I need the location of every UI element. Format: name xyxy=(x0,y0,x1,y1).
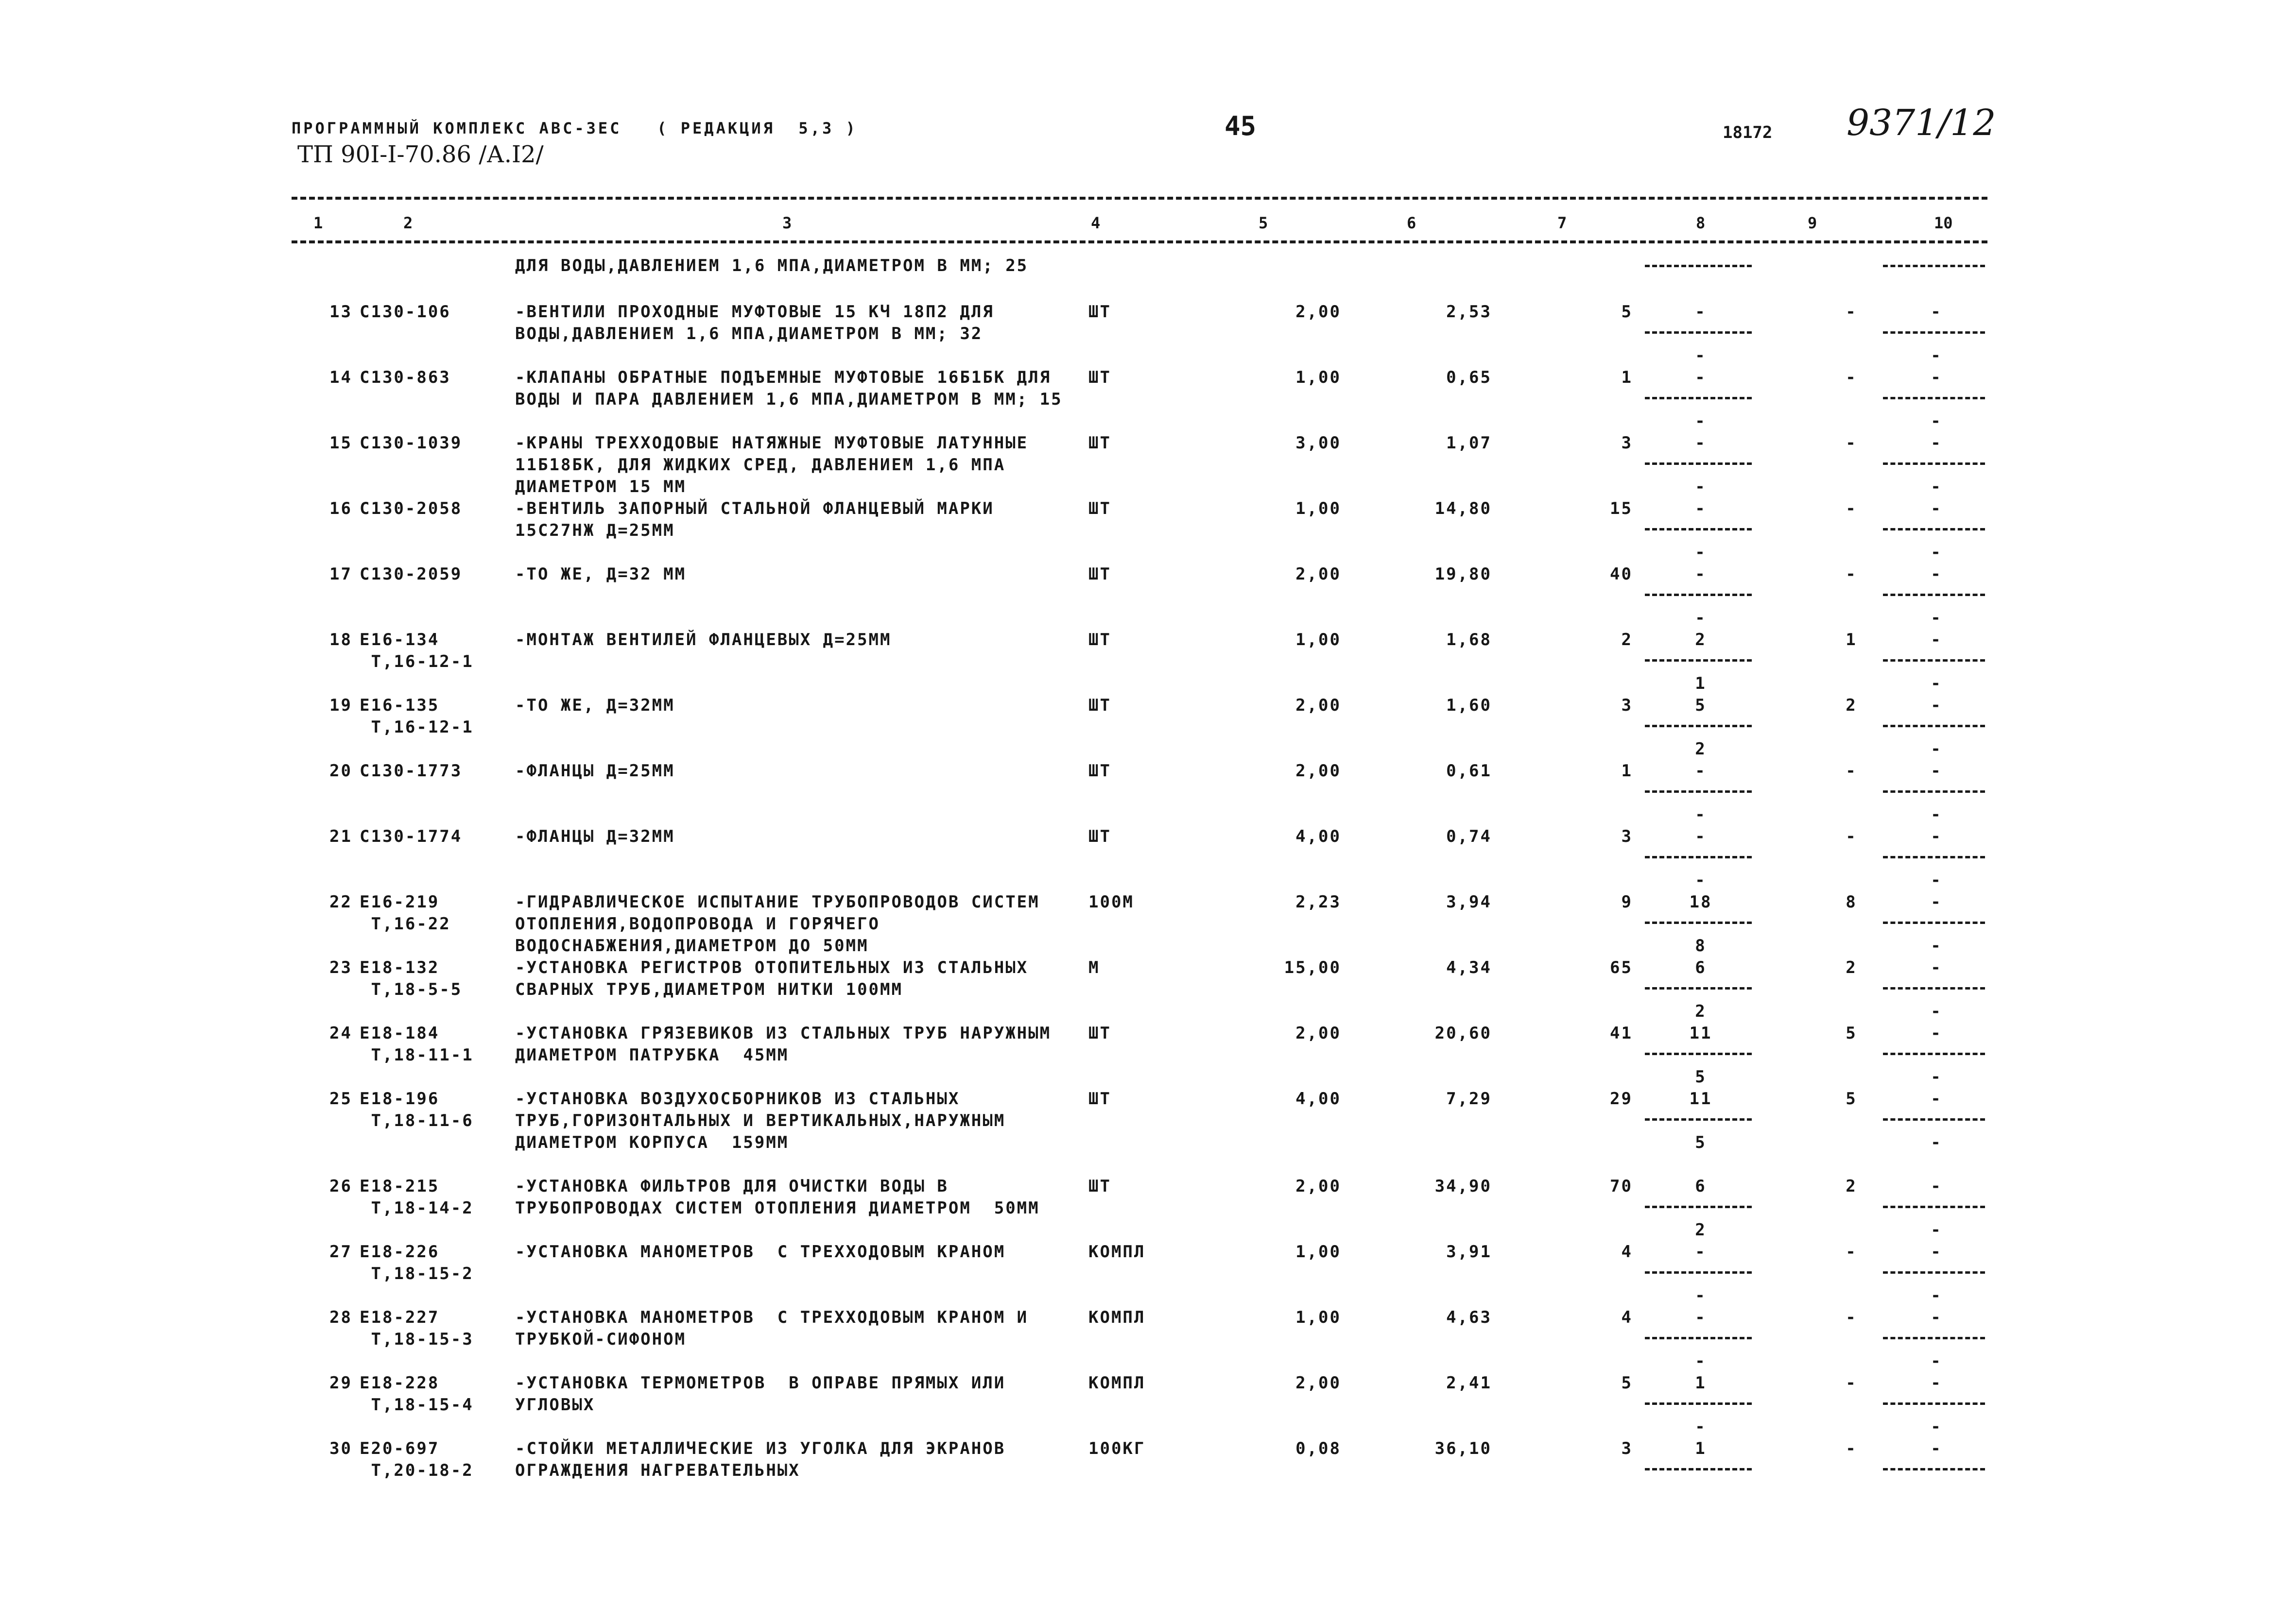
cell-code: Е18-227 Т,18-15-3 xyxy=(360,1308,474,1349)
cell-price: 3,94 xyxy=(1446,892,1492,912)
column-header-8: 8 xyxy=(1696,214,1706,232)
cell-c7: 70 xyxy=(1610,1177,1633,1196)
cell-code: Е18-228 Т,18-15-4 xyxy=(360,1373,474,1415)
cell-code: Е20-697 Т,20-18-2 xyxy=(360,1439,474,1480)
cell-c10: - xyxy=(1931,696,1942,715)
cell-c10: - xyxy=(1931,499,1942,518)
cell-c10: - xyxy=(1931,958,1942,977)
col10-dash xyxy=(1883,265,1985,267)
cell-desc: -СТОЙКИ МЕТАЛЛИЧЕСКИЕ ИЗ УГОЛКА ДЛЯ ЭКРАНОВ ОГРАЖДЕНИЯ НАГРЕВАТЕЛЬНЫХ xyxy=(515,1439,1017,1480)
cell-qty: 2,00 xyxy=(1295,1024,1341,1043)
cell-c10: - xyxy=(1931,1373,1942,1393)
col8-dash xyxy=(1645,790,1752,793)
cell-num: 15 xyxy=(329,433,352,453)
cell-desc: -ФЛАНЦЫ Д=32ММ xyxy=(515,827,675,846)
cell-c10b: - xyxy=(1931,1067,1942,1087)
cell-c8: 2 xyxy=(1695,630,1707,649)
cell-num: 20 xyxy=(329,761,352,781)
cell-unit: ШТ xyxy=(1088,1089,1111,1109)
cell-desc: -ВЕНТИЛЬ ЗАПОРНЫЙ СТАЛЬНОЙ ФЛАНЦЕВЫЙ МАРКИ 15С27НЖ Д=25ММ xyxy=(515,499,1006,540)
cell-unit: ШТ xyxy=(1088,630,1111,649)
cell-c10b: - xyxy=(1931,411,1942,431)
col10-dash xyxy=(1883,331,1985,334)
cell-num: 17 xyxy=(329,564,352,584)
cell-c7: 9 xyxy=(1621,892,1633,912)
cell-c9: - xyxy=(1846,564,1857,584)
cell-c8: 1 xyxy=(1695,1439,1707,1458)
cell-code: Е18-215 Т,18-14-2 xyxy=(360,1177,474,1218)
cell-qty: 4,00 xyxy=(1295,1089,1341,1109)
cell-qty: 1,00 xyxy=(1295,1308,1341,1327)
cell-price: 14,80 xyxy=(1434,499,1492,518)
cell-price: 4,34 xyxy=(1446,958,1492,977)
col10-dash xyxy=(1883,1402,1985,1405)
col10-dash xyxy=(1883,1118,1985,1121)
cell-c10b: - xyxy=(1931,1002,1942,1021)
col8-dash xyxy=(1645,331,1752,334)
cell-code: С130-1773 xyxy=(360,761,463,781)
document-code: 18172 xyxy=(1723,123,1773,142)
cell-code: С130-1039 xyxy=(360,433,463,453)
cell-c8b: 8 xyxy=(1695,936,1707,956)
cell-num: 25 xyxy=(329,1089,352,1109)
cell-c10: - xyxy=(1931,761,1942,781)
cell-c8: 6 xyxy=(1695,1177,1707,1196)
cell-c8: - xyxy=(1695,368,1707,387)
cell-c10: - xyxy=(1931,630,1942,649)
table-row xyxy=(0,826,2296,889)
cell-c8: 6 xyxy=(1695,958,1707,977)
col8-dash xyxy=(1645,1468,1752,1470)
cell-c8b: - xyxy=(1695,1286,1707,1305)
cell-c10b: - xyxy=(1931,1133,1942,1152)
cell-num: 14 xyxy=(329,368,352,387)
cell-unit: ШТ xyxy=(1088,1177,1111,1196)
column-header-9: 9 xyxy=(1808,214,1817,232)
cell-c8: 11 xyxy=(1689,1089,1712,1109)
col8-dash xyxy=(1645,1206,1752,1208)
cell-desc: -УСТАНОВКА ТЕРМОМЕТРОВ В ОПРАВЕ ПРЯМЫХ ИЛИ УГЛОВЫХ xyxy=(515,1373,1017,1415)
cell-qty: 3,00 xyxy=(1295,433,1341,453)
cell-c10b: - xyxy=(1931,805,1942,824)
cell-c7: 1 xyxy=(1621,761,1633,781)
cell-desc: -ФЛАНЦЫ Д=25ММ xyxy=(515,761,675,781)
cell-c8b: - xyxy=(1695,477,1707,496)
cell-c9: 2 xyxy=(1846,958,1857,977)
table-row xyxy=(0,301,2296,364)
cell-num: 24 xyxy=(329,1024,352,1043)
col10-dash xyxy=(1883,1053,1985,1055)
cell-qty: 1,00 xyxy=(1295,499,1341,518)
cell-code: Е16-134 Т,16-12-1 xyxy=(360,630,474,671)
cell-c8: 18 xyxy=(1689,892,1712,912)
cell-qty: 15,00 xyxy=(1284,958,1341,977)
cell-c7: 40 xyxy=(1610,564,1633,584)
col8-dash xyxy=(1645,659,1752,662)
cell-c8: - xyxy=(1695,499,1707,518)
cell-desc: -УСТАНОВКА ГРЯЗЕВИКОВ ИЗ СТАЛЬНЫХ ТРУБ НАРУЖНЫМ ДИАМЕТРОМ ПАТРУБКА 45ММ xyxy=(515,1024,1063,1065)
col10-dash xyxy=(1883,659,1985,662)
header-top-divider xyxy=(292,197,1987,200)
cell-desc: -КЛАПАНЫ ОБРАТНЫЕ ПОДЪЕМНЫЕ МУФТОВЫЕ 16Б1БК ДЛЯ ВОДЫ И ПАРА ДАВЛЕНИЕМ 1,6 МПА,ДИАМЕТРОМ В ММ; 15 xyxy=(515,368,1063,409)
cell-c10b: - xyxy=(1931,936,1942,956)
cell-num: 18 xyxy=(329,630,352,649)
col10-dash xyxy=(1883,987,1985,990)
cell-num: 28 xyxy=(329,1308,352,1327)
cell-c8: 5 xyxy=(1695,696,1707,715)
cell-num: 27 xyxy=(329,1242,352,1262)
cell-c10b: - xyxy=(1931,346,1942,365)
cell-unit: КОМПЛ xyxy=(1088,1242,1146,1262)
col8-dash xyxy=(1645,397,1752,399)
table-row xyxy=(0,498,2296,561)
cell-unit: ШТ xyxy=(1088,499,1111,518)
cell-price: 0,65 xyxy=(1446,368,1492,387)
column-header-10: 10 xyxy=(1934,214,1953,232)
col8-dash xyxy=(1645,594,1752,596)
cell-c10b: - xyxy=(1931,543,1942,562)
cell-code: Е16-219 Т,16-22 xyxy=(360,892,451,934)
col8-dash xyxy=(1645,462,1752,465)
cell-c7: 41 xyxy=(1610,1024,1633,1043)
cell-desc: -УСТАНОВКА РЕГИСТРОВ ОТОПИТЕЛЬНЫХ ИЗ СТАЛЬНЫХ СВАРНЫХ ТРУБ,ДИАМЕТРОМ НИТКИ 100ММ xyxy=(515,958,1040,999)
cell-c9: 2 xyxy=(1846,696,1857,715)
col8-dash xyxy=(1645,265,1752,267)
cell-price: 2,41 xyxy=(1446,1373,1492,1393)
col10-dash xyxy=(1883,790,1985,793)
cell-c8b: - xyxy=(1695,1351,1707,1371)
col8-dash xyxy=(1645,528,1752,530)
cell-unit: ШТ xyxy=(1088,696,1111,715)
cell-c9: - xyxy=(1846,368,1857,387)
cell-c10: - xyxy=(1931,302,1942,322)
cell-qty: 2,00 xyxy=(1295,1373,1341,1393)
cell-qty: 2,00 xyxy=(1295,564,1341,584)
cell-unit: М xyxy=(1088,958,1100,977)
cell-qty: 0,08 xyxy=(1295,1439,1341,1458)
cell-qty: 4,00 xyxy=(1295,827,1341,846)
cell-price: 0,61 xyxy=(1446,761,1492,781)
cell-c8b: 5 xyxy=(1695,1067,1707,1087)
table-row xyxy=(0,957,2296,1020)
cell-price: 2,53 xyxy=(1446,302,1492,322)
cell-qty: 2,00 xyxy=(1295,302,1341,322)
cell-c8b: - xyxy=(1695,543,1707,562)
cell-c10: - xyxy=(1931,433,1942,453)
cell-desc: -КРАНЫ ТРЕХХОДОВЫЕ НАТЯЖНЫЕ МУФТОВЫЕ ЛАТУННЫЕ 11Б18БК, ДЛЯ ЖИДКИХ СРЕД, ДАВЛЕНИЕМ 1,6 МПА ДИАМЕТРОМ 15 ММ xyxy=(515,433,1052,496)
cell-desc: -УСТАНОВКА МАНОМЕТРОВ С ТРЕХХОДОВЫМ КРАНОМ И ТРУБКОЙ-СИФОНОМ xyxy=(515,1308,1040,1349)
cell-price: 1,07 xyxy=(1446,433,1492,453)
cell-unit: КОМПЛ xyxy=(1088,1373,1146,1393)
cell-c7: 2 xyxy=(1621,630,1633,649)
cell-c9: - xyxy=(1846,827,1857,846)
table-row xyxy=(0,1438,2296,1501)
cell-unit: ШТ xyxy=(1088,827,1111,846)
cell-c7: 15 xyxy=(1610,499,1633,518)
cell-code: С130-2059 xyxy=(360,564,463,584)
cell-c8b: 2 xyxy=(1695,739,1707,759)
cell-c8b: - xyxy=(1695,346,1707,365)
cell-c8: 11 xyxy=(1689,1024,1712,1043)
table-row xyxy=(0,891,2296,955)
cell-unit: 100КГ xyxy=(1088,1439,1146,1458)
cell-c7: 3 xyxy=(1621,827,1633,846)
continuation-description: ДЛЯ ВОДЫ,ДАВЛЕНИЕМ 1,6 МПА,ДИАМЕТРОМ В ММ; 25 xyxy=(515,256,1029,275)
cell-c7: 5 xyxy=(1621,1373,1633,1393)
cell-c8b: 5 xyxy=(1695,1133,1707,1152)
cell-c8: - xyxy=(1695,1308,1707,1327)
cell-unit: ШТ xyxy=(1088,433,1111,453)
cell-c9: - xyxy=(1846,1308,1857,1327)
cell-price: 1,60 xyxy=(1446,696,1492,715)
cell-c9: - xyxy=(1846,1439,1857,1458)
cell-c10b: - xyxy=(1931,674,1942,693)
cell-c9: 8 xyxy=(1846,892,1857,912)
cell-c7: 3 xyxy=(1621,433,1633,453)
cell-num: 26 xyxy=(329,1177,352,1196)
column-header-4: 4 xyxy=(1091,214,1101,232)
cell-qty: 2,00 xyxy=(1295,696,1341,715)
table-row xyxy=(0,432,2296,495)
cell-c8: - xyxy=(1695,564,1707,584)
col10-dash xyxy=(1883,462,1985,465)
cell-unit: ШТ xyxy=(1088,1024,1111,1043)
program-title: ПРОГРАММНЫЙ КОМПЛЕКС АВС-ЗЕС ( РЕДАКЦИЯ 5,3 ) xyxy=(292,119,858,137)
cell-c7: 65 xyxy=(1610,958,1633,977)
cell-qty: 2,23 xyxy=(1295,892,1341,912)
cell-price: 36,10 xyxy=(1434,1439,1492,1458)
cell-c10: - xyxy=(1931,892,1942,912)
table-row xyxy=(0,1088,2296,1151)
cell-c9: 5 xyxy=(1846,1089,1857,1109)
cell-c8: 1 xyxy=(1695,1373,1707,1393)
cell-c8: - xyxy=(1695,1242,1707,1262)
cell-num: 16 xyxy=(329,499,352,518)
col10-dash xyxy=(1883,1468,1985,1470)
cell-c9: 5 xyxy=(1846,1024,1857,1043)
cell-c8b: 2 xyxy=(1695,1220,1707,1240)
cell-code: С130-2058 xyxy=(360,499,463,518)
cell-unit: ШТ xyxy=(1088,302,1111,322)
col8-dash xyxy=(1645,1053,1752,1055)
cell-desc: -УСТАНОВКА МАНОМЕТРОВ С ТРЕХХОДОВЫМ КРАНОМ xyxy=(515,1242,1006,1262)
cell-num: 13 xyxy=(329,302,352,322)
cell-c8: - xyxy=(1695,302,1707,322)
cell-c8: - xyxy=(1695,827,1707,846)
cell-price: 4,63 xyxy=(1446,1308,1492,1327)
table-row xyxy=(0,629,2296,692)
cell-code: Е18-184 Т,18-11-1 xyxy=(360,1024,474,1065)
column-header-5: 5 xyxy=(1259,214,1268,232)
cell-c9: 2 xyxy=(1846,1177,1857,1196)
cell-c8b: - xyxy=(1695,871,1707,890)
project-code: ТП 90I-I-70.86 /А.I2/ xyxy=(297,141,544,168)
cell-c8b: 2 xyxy=(1695,1002,1707,1021)
cell-code: С130-106 xyxy=(360,302,451,322)
cell-num: 23 xyxy=(329,958,352,977)
cell-c8: - xyxy=(1695,761,1707,781)
cell-num: 22 xyxy=(329,892,352,912)
cell-qty: 1,00 xyxy=(1295,1242,1341,1262)
cell-desc: -ГИДРАВЛИЧЕСКОЕ ИСПЫТАНИЕ ТРУБОПРОВОДОВ СИСТЕМ ОТОПЛЕНИЯ,ВОДОПРОВОДА И ГОРЯЧЕГО ВОДОСНАБЖЕНИЯ,ДИАМЕТРОМ ДО 50ММ xyxy=(515,892,1052,956)
cell-c10b: - xyxy=(1931,1417,1942,1436)
col10-dash xyxy=(1883,528,1985,530)
col8-dash xyxy=(1645,856,1752,858)
column-header-2: 2 xyxy=(403,214,413,232)
cell-c8b: - xyxy=(1695,411,1707,431)
cell-code: Е16-135 Т,16-12-1 xyxy=(360,696,474,737)
col10-dash xyxy=(1883,1271,1985,1274)
cell-code: С130-1774 xyxy=(360,827,463,846)
cell-c10: - xyxy=(1931,1242,1942,1262)
cell-c7: 3 xyxy=(1621,1439,1633,1458)
col10-dash xyxy=(1883,856,1985,858)
cell-c10: - xyxy=(1931,368,1942,387)
col8-dash xyxy=(1645,1337,1752,1339)
cell-desc: -УСТАНОВКА ФИЛЬТРОВ ДЛЯ ОЧИСТКИ ВОДЫ В ТРУБОПРОВОДАХ СИСТЕМ ОТОПЛЕНИЯ ДИАМЕТРОМ 50ММ xyxy=(515,1177,1040,1218)
cell-num: 19 xyxy=(329,696,352,715)
col8-dash xyxy=(1645,725,1752,727)
cell-c8b: - xyxy=(1695,805,1707,824)
cell-code: С130-863 xyxy=(360,368,451,387)
col8-dash xyxy=(1645,1271,1752,1274)
cell-c9: - xyxy=(1846,302,1857,322)
cell-c10b: - xyxy=(1931,1220,1942,1240)
table-row xyxy=(0,564,2296,627)
col10-dash xyxy=(1883,725,1985,727)
col8-dash xyxy=(1645,1118,1752,1121)
cell-desc: -МОНТАЖ ВЕНТИЛЕЙ ФЛАНЦЕВЫХ Д=25ММ xyxy=(515,630,892,649)
cell-code: Е18-196 Т,18-11-6 xyxy=(360,1089,474,1130)
cell-c10: - xyxy=(1931,1024,1942,1043)
cell-desc: -ВЕНТИЛИ ПРОХОДНЫЕ МУФТОВЫЕ 15 КЧ 18П2 ДЛЯ ВОДЫ,ДАВЛЕНИЕМ 1,6 МПА,ДИАМЕТРОМ В ММ; 32 xyxy=(515,302,1006,343)
col10-dash xyxy=(1883,922,1985,924)
cell-code: Е18-132 Т,18-5-5 xyxy=(360,958,463,999)
cell-c7: 29 xyxy=(1610,1089,1633,1109)
column-header-1: 1 xyxy=(313,214,323,232)
col10-dash xyxy=(1883,1337,1985,1339)
cell-c8b: 1 xyxy=(1695,674,1707,693)
sheet-number: 9371/12 xyxy=(1847,102,1996,144)
cell-qty: 2,00 xyxy=(1295,761,1341,781)
cell-unit: 100М xyxy=(1088,892,1134,912)
cell-c8b: - xyxy=(1695,608,1707,628)
cell-c9: - xyxy=(1846,499,1857,518)
cell-c7: 4 xyxy=(1621,1242,1633,1262)
cell-price: 1,68 xyxy=(1446,630,1492,649)
cell-price: 7,29 xyxy=(1446,1089,1492,1109)
cell-unit: ШТ xyxy=(1088,761,1111,781)
cell-desc: -УСТАНОВКА ВОЗДУХОСБОРНИКОВ ИЗ СТАЛЬНЫХ ТРУБ,ГОРИЗОНТАЛЬНЫХ И ВЕРТИКАЛЬНЫХ,НАРУЖНЫМ ДИАМЕТРОМ КОРПУСА 159ММ xyxy=(515,1089,1017,1152)
cell-c10b: - xyxy=(1931,1286,1942,1305)
cell-price: 0,74 xyxy=(1446,827,1492,846)
cell-c8: - xyxy=(1695,433,1707,453)
cell-c10b: - xyxy=(1931,739,1942,759)
cell-c10b: - xyxy=(1931,871,1942,890)
header-bottom-divider xyxy=(292,240,1987,243)
cell-c10b: - xyxy=(1931,1351,1942,1371)
cell-c7: 1 xyxy=(1621,368,1633,387)
cell-price: 34,90 xyxy=(1434,1177,1492,1196)
cell-unit: ШТ xyxy=(1088,564,1111,584)
cell-c10: - xyxy=(1931,1439,1942,1458)
cell-c9: - xyxy=(1846,761,1857,781)
cell-c7: 5 xyxy=(1621,302,1633,322)
cell-c10: - xyxy=(1931,564,1942,584)
cell-c10b: - xyxy=(1931,477,1942,496)
cell-c10b: - xyxy=(1931,608,1942,628)
page-number: 45 xyxy=(1225,111,1257,141)
cell-desc: -ТО ЖЕ, Д=32ММ xyxy=(515,696,675,715)
cell-c10: - xyxy=(1931,1089,1942,1109)
cell-c9: - xyxy=(1846,433,1857,453)
cell-price: 19,80 xyxy=(1434,564,1492,584)
cell-price: 20,60 xyxy=(1434,1024,1492,1043)
table-row xyxy=(0,695,2296,758)
table-row xyxy=(0,1176,2296,1239)
table-row xyxy=(0,1307,2296,1370)
cell-unit: ШТ xyxy=(1088,368,1111,387)
table-row xyxy=(0,1023,2296,1086)
cell-qty: 1,00 xyxy=(1295,368,1341,387)
cell-c7: 4 xyxy=(1621,1308,1633,1327)
cell-c10: - xyxy=(1931,1177,1942,1196)
cell-c8b: - xyxy=(1695,1417,1707,1436)
cell-code: Е18-226 Т,18-15-2 xyxy=(360,1242,474,1283)
table-row xyxy=(0,760,2296,823)
cell-c9: - xyxy=(1846,1373,1857,1393)
col10-dash xyxy=(1883,1206,1985,1208)
table-row xyxy=(0,367,2296,430)
cell-num: 21 xyxy=(329,827,352,846)
col10-dash xyxy=(1883,594,1985,596)
cell-c10: - xyxy=(1931,827,1942,846)
cell-c7: 3 xyxy=(1621,696,1633,715)
column-header-6: 6 xyxy=(1407,214,1416,232)
cell-price: 3,91 xyxy=(1446,1242,1492,1262)
cell-c10: - xyxy=(1931,1308,1942,1327)
cell-qty: 2,00 xyxy=(1295,1177,1341,1196)
cell-num: 29 xyxy=(329,1373,352,1393)
cell-unit: КОМПЛ xyxy=(1088,1308,1146,1327)
column-header-3: 3 xyxy=(782,214,792,232)
column-header-7: 7 xyxy=(1557,214,1567,232)
col8-dash xyxy=(1645,1402,1752,1405)
cell-qty: 1,00 xyxy=(1295,630,1341,649)
cell-num: 30 xyxy=(329,1439,352,1458)
col10-dash xyxy=(1883,397,1985,399)
cell-c9: 1 xyxy=(1846,630,1857,649)
cell-c9: - xyxy=(1846,1242,1857,1262)
col8-dash xyxy=(1645,922,1752,924)
cell-desc: -ТО ЖЕ, Д=32 ММ xyxy=(515,564,687,584)
col8-dash xyxy=(1645,987,1752,990)
table-row xyxy=(0,1372,2296,1435)
table-row xyxy=(0,1241,2296,1304)
